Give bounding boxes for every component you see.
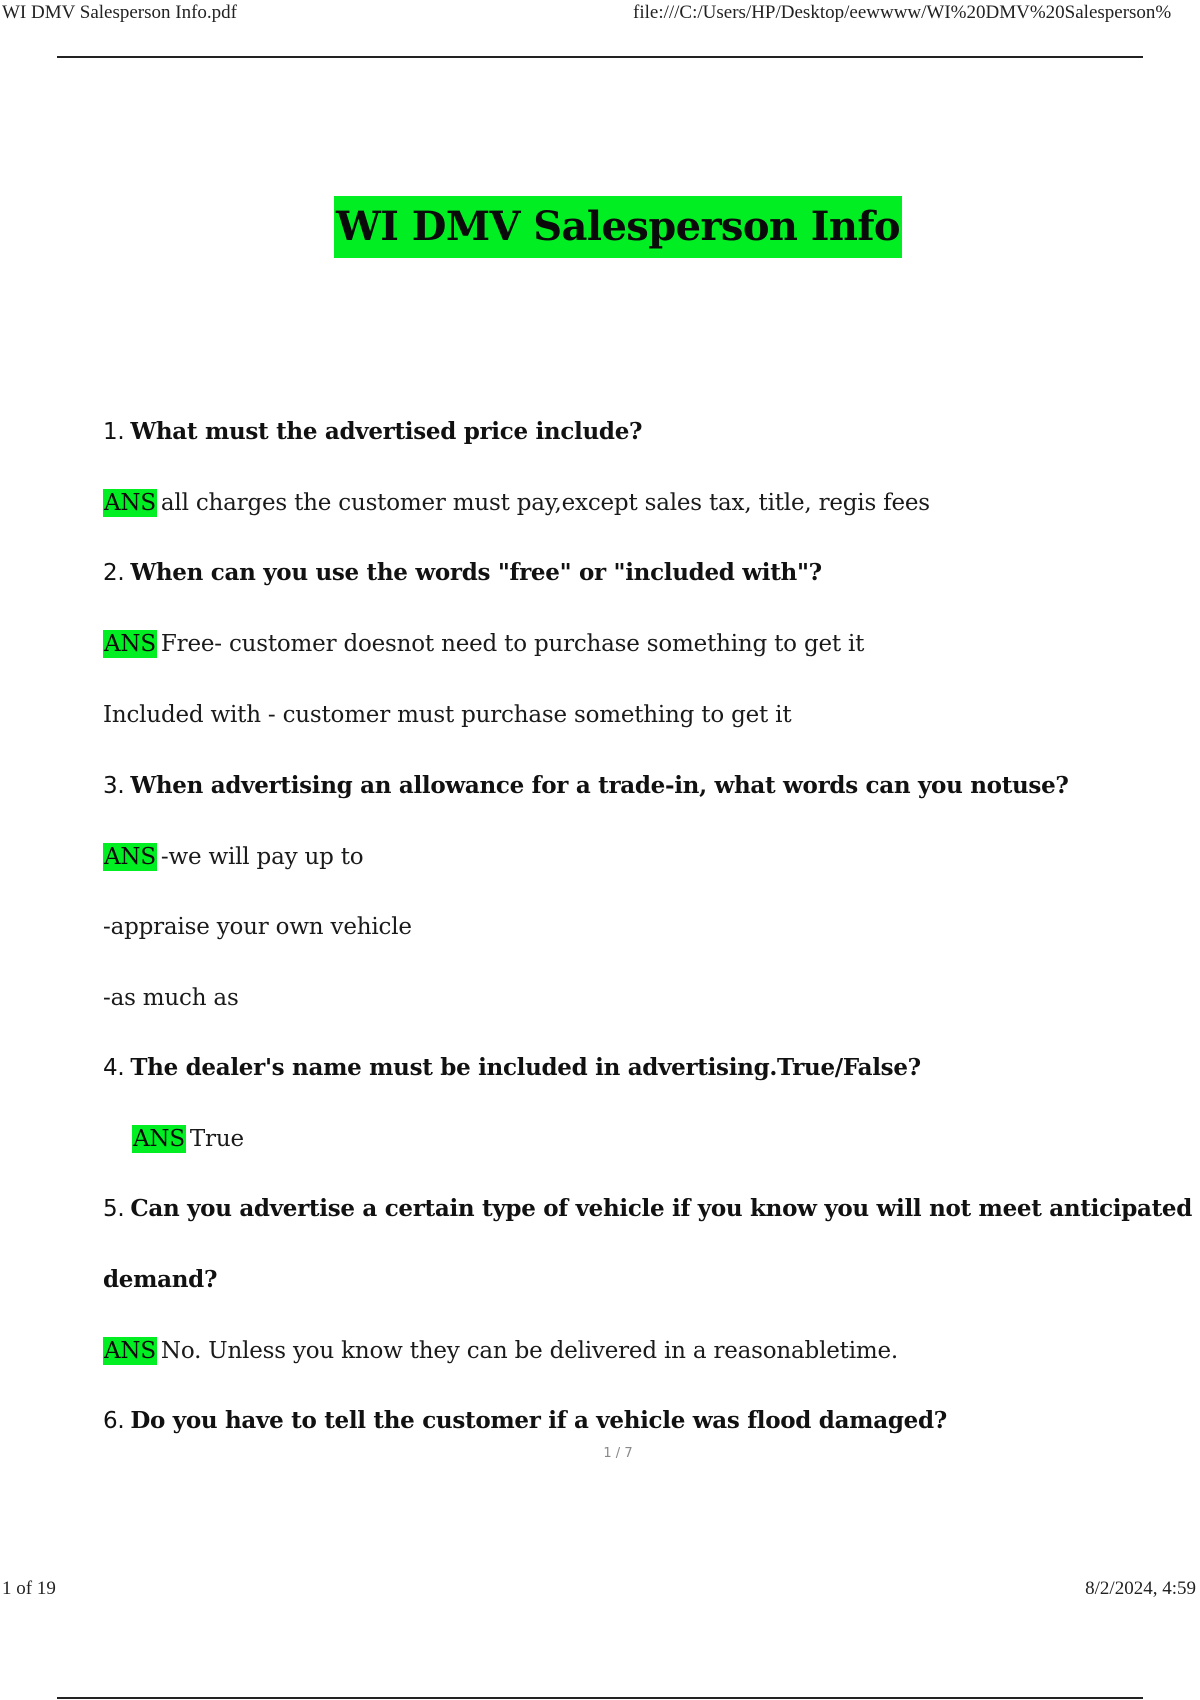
answer-text: No. Unless you know they can be delivered in a reasonabletime. bbox=[160, 1338, 898, 1364]
answer-text: all charges the customer must pay,except sales tax, title, regis fees bbox=[160, 490, 930, 516]
page-number: 1 / 7 bbox=[603, 1446, 633, 1461]
answer-3-continued: -appraise your own vehicle bbox=[103, 914, 412, 940]
question-number: 4. bbox=[103, 1055, 125, 1081]
answer-3-continued: -as much as bbox=[103, 985, 239, 1011]
footer-divider bbox=[57, 1697, 1143, 1699]
answer-2 bbox=[103, 628, 864, 660]
answer-3 bbox=[103, 841, 363, 873]
print-header bbox=[0, 0, 1200, 26]
question-text: Do you have to tell the customer if a vehicle was flood damaged? bbox=[130, 1407, 947, 1434]
ans-highlight: ANS bbox=[104, 490, 156, 516]
question-1 bbox=[103, 416, 642, 448]
question-3 bbox=[103, 770, 1069, 802]
question-5-continued: demand? bbox=[103, 1266, 218, 1293]
question-text: What must the advertised price include? bbox=[130, 418, 643, 445]
header-divider bbox=[57, 56, 1143, 58]
answer-2-continued: Included with - customer must purchase something to get it bbox=[103, 702, 792, 728]
ans-highlight: ANS bbox=[104, 631, 156, 657]
print-page-count: 1 of 19 bbox=[2, 1578, 56, 1599]
answer-text: -we will pay up to bbox=[160, 844, 364, 870]
question-text: When advertising an allowance for a trade-in, what words can you notuse? bbox=[130, 772, 1069, 799]
question-6 bbox=[103, 1405, 947, 1437]
document-name: WI DMV Salesperson Info.pdf bbox=[2, 2, 237, 23]
question-text: The dealer's name must be included in advertising.True/False? bbox=[130, 1054, 921, 1081]
question-number: 5. bbox=[103, 1196, 125, 1222]
document-title: WI DMV Salesperson Info bbox=[334, 196, 902, 258]
ans-highlight: ANS bbox=[104, 1338, 156, 1364]
question-number: 2. bbox=[103, 560, 125, 586]
answer-text: Free- customer doesnot need to purchase something to get it bbox=[160, 631, 865, 657]
question-text: When can you use the words "free" or "included with"? bbox=[130, 559, 822, 586]
question-5 bbox=[103, 1193, 1192, 1225]
ans-highlight: ANS bbox=[133, 1126, 185, 1152]
print-datetime: 8/2/2024, 4:59 bbox=[1085, 1578, 1196, 1599]
answer-4 bbox=[132, 1123, 244, 1155]
answer-1 bbox=[103, 487, 930, 519]
question-number: 3. bbox=[103, 773, 125, 799]
file-url: file:///C:/Users/HP/Desktop/eewwww/WI%20DMV%20Salesperson% bbox=[633, 2, 1172, 23]
question-2 bbox=[103, 557, 822, 589]
title-container bbox=[0, 196, 1200, 258]
answer-text: True bbox=[189, 1126, 244, 1152]
ans-highlight: ANS bbox=[104, 844, 156, 870]
question-number: 6. bbox=[103, 1408, 125, 1434]
answer-5 bbox=[103, 1335, 898, 1367]
question-4 bbox=[103, 1052, 921, 1084]
question-number: 1. bbox=[103, 419, 125, 445]
question-text: Can you advertise a certain type of vehicle if you know you will not meet anticipated bbox=[130, 1195, 1193, 1222]
